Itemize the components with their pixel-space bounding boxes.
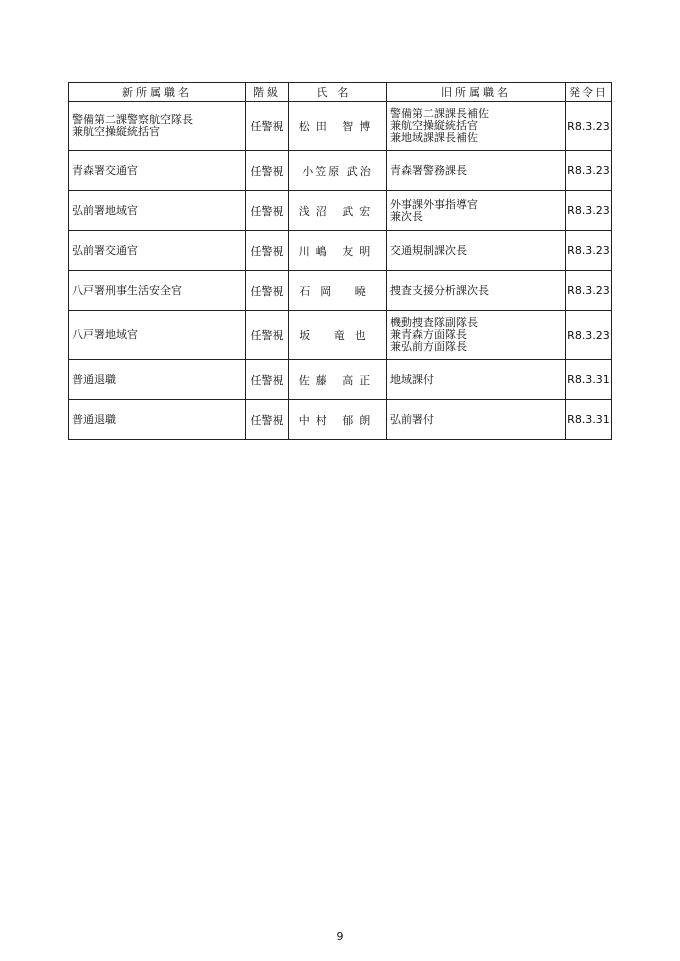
table-header-row — [69, 83, 612, 102]
table-row — [69, 311, 612, 360]
table-row — [69, 102, 612, 151]
cell-new-post: 八戸署地域官 — [69, 311, 246, 360]
cell-old-post: 地域課付 — [387, 360, 566, 400]
cell-date: R8.3.23 — [566, 102, 612, 151]
page-number: 9 — [336, 930, 344, 943]
cell-old-post: 警備第二課課長補佐 兼航空操縦統括官 兼地域課課長補佐 — [387, 102, 566, 151]
table-row — [69, 271, 612, 311]
cell-date: R8.3.23 — [566, 231, 612, 271]
cell-new-post: 青森署交通官 — [69, 151, 246, 191]
cell-name: 石岡 曉 — [289, 271, 387, 311]
cell-name: 佐藤 高正 — [289, 360, 387, 400]
cell-old-post: 弘前署付 — [387, 400, 566, 440]
table-row — [69, 360, 612, 400]
cell-rank: 任警視 — [246, 311, 289, 360]
header-date: 発令日 — [566, 83, 612, 102]
table-row — [69, 231, 612, 271]
personnel-table-container — [68, 82, 611, 440]
cell-name: 坂 竜也 — [289, 311, 387, 360]
header-rank: 階級 — [246, 83, 289, 102]
table-row — [69, 400, 612, 440]
cell-rank: 任警視 — [246, 231, 289, 271]
cell-date: R8.3.23 — [566, 191, 612, 231]
header-old-post: 旧所属職名 — [387, 83, 566, 102]
cell-old-post: 交通規制課次長 — [387, 231, 566, 271]
cell-new-post: 普通退職 — [69, 360, 246, 400]
cell-new-post: 弘前署地域官 — [69, 191, 246, 231]
cell-old-post: 外事課外事指導官 兼次長 — [387, 191, 566, 231]
table-row — [69, 151, 612, 191]
cell-new-post: 普通退職 — [69, 400, 246, 440]
cell-new-post: 八戸署刑事生活安全官 — [69, 271, 246, 311]
personnel-table — [68, 82, 612, 440]
cell-rank: 任警視 — [246, 102, 289, 151]
cell-new-post: 弘前署交通官 — [69, 231, 246, 271]
cell-name: 川嶋 友明 — [289, 231, 387, 271]
header-name: 氏名 — [289, 83, 387, 102]
cell-date: R8.3.23 — [566, 311, 612, 360]
cell-old-post: 機動捜査隊副隊長 兼青森方面隊長 兼弘前方面隊長 — [387, 311, 566, 360]
cell-rank: 任警視 — [246, 151, 289, 191]
cell-rank: 任警視 — [246, 400, 289, 440]
cell-date: R8.3.31 — [566, 360, 612, 400]
cell-date: R8.3.23 — [566, 271, 612, 311]
cell-new-post: 警備第二課警察航空隊長 兼航空操縦統括官 — [69, 102, 246, 151]
cell-name: 小笠原 武治 — [289, 151, 387, 191]
table-row — [69, 191, 612, 231]
cell-name: 松田 智博 — [289, 102, 387, 151]
cell-old-post: 青森署警務課長 — [387, 151, 566, 191]
cell-date: R8.3.31 — [566, 400, 612, 440]
cell-old-post: 捜査支援分析課次長 — [387, 271, 566, 311]
cell-rank: 任警視 — [246, 360, 289, 400]
cell-name: 浅沼 武宏 — [289, 191, 387, 231]
cell-rank: 任警視 — [246, 271, 289, 311]
cell-rank: 任警視 — [246, 191, 289, 231]
header-new-post: 新所属職名 — [69, 83, 246, 102]
cell-date: R8.3.23 — [566, 151, 612, 191]
cell-name: 中村 郁朗 — [289, 400, 387, 440]
